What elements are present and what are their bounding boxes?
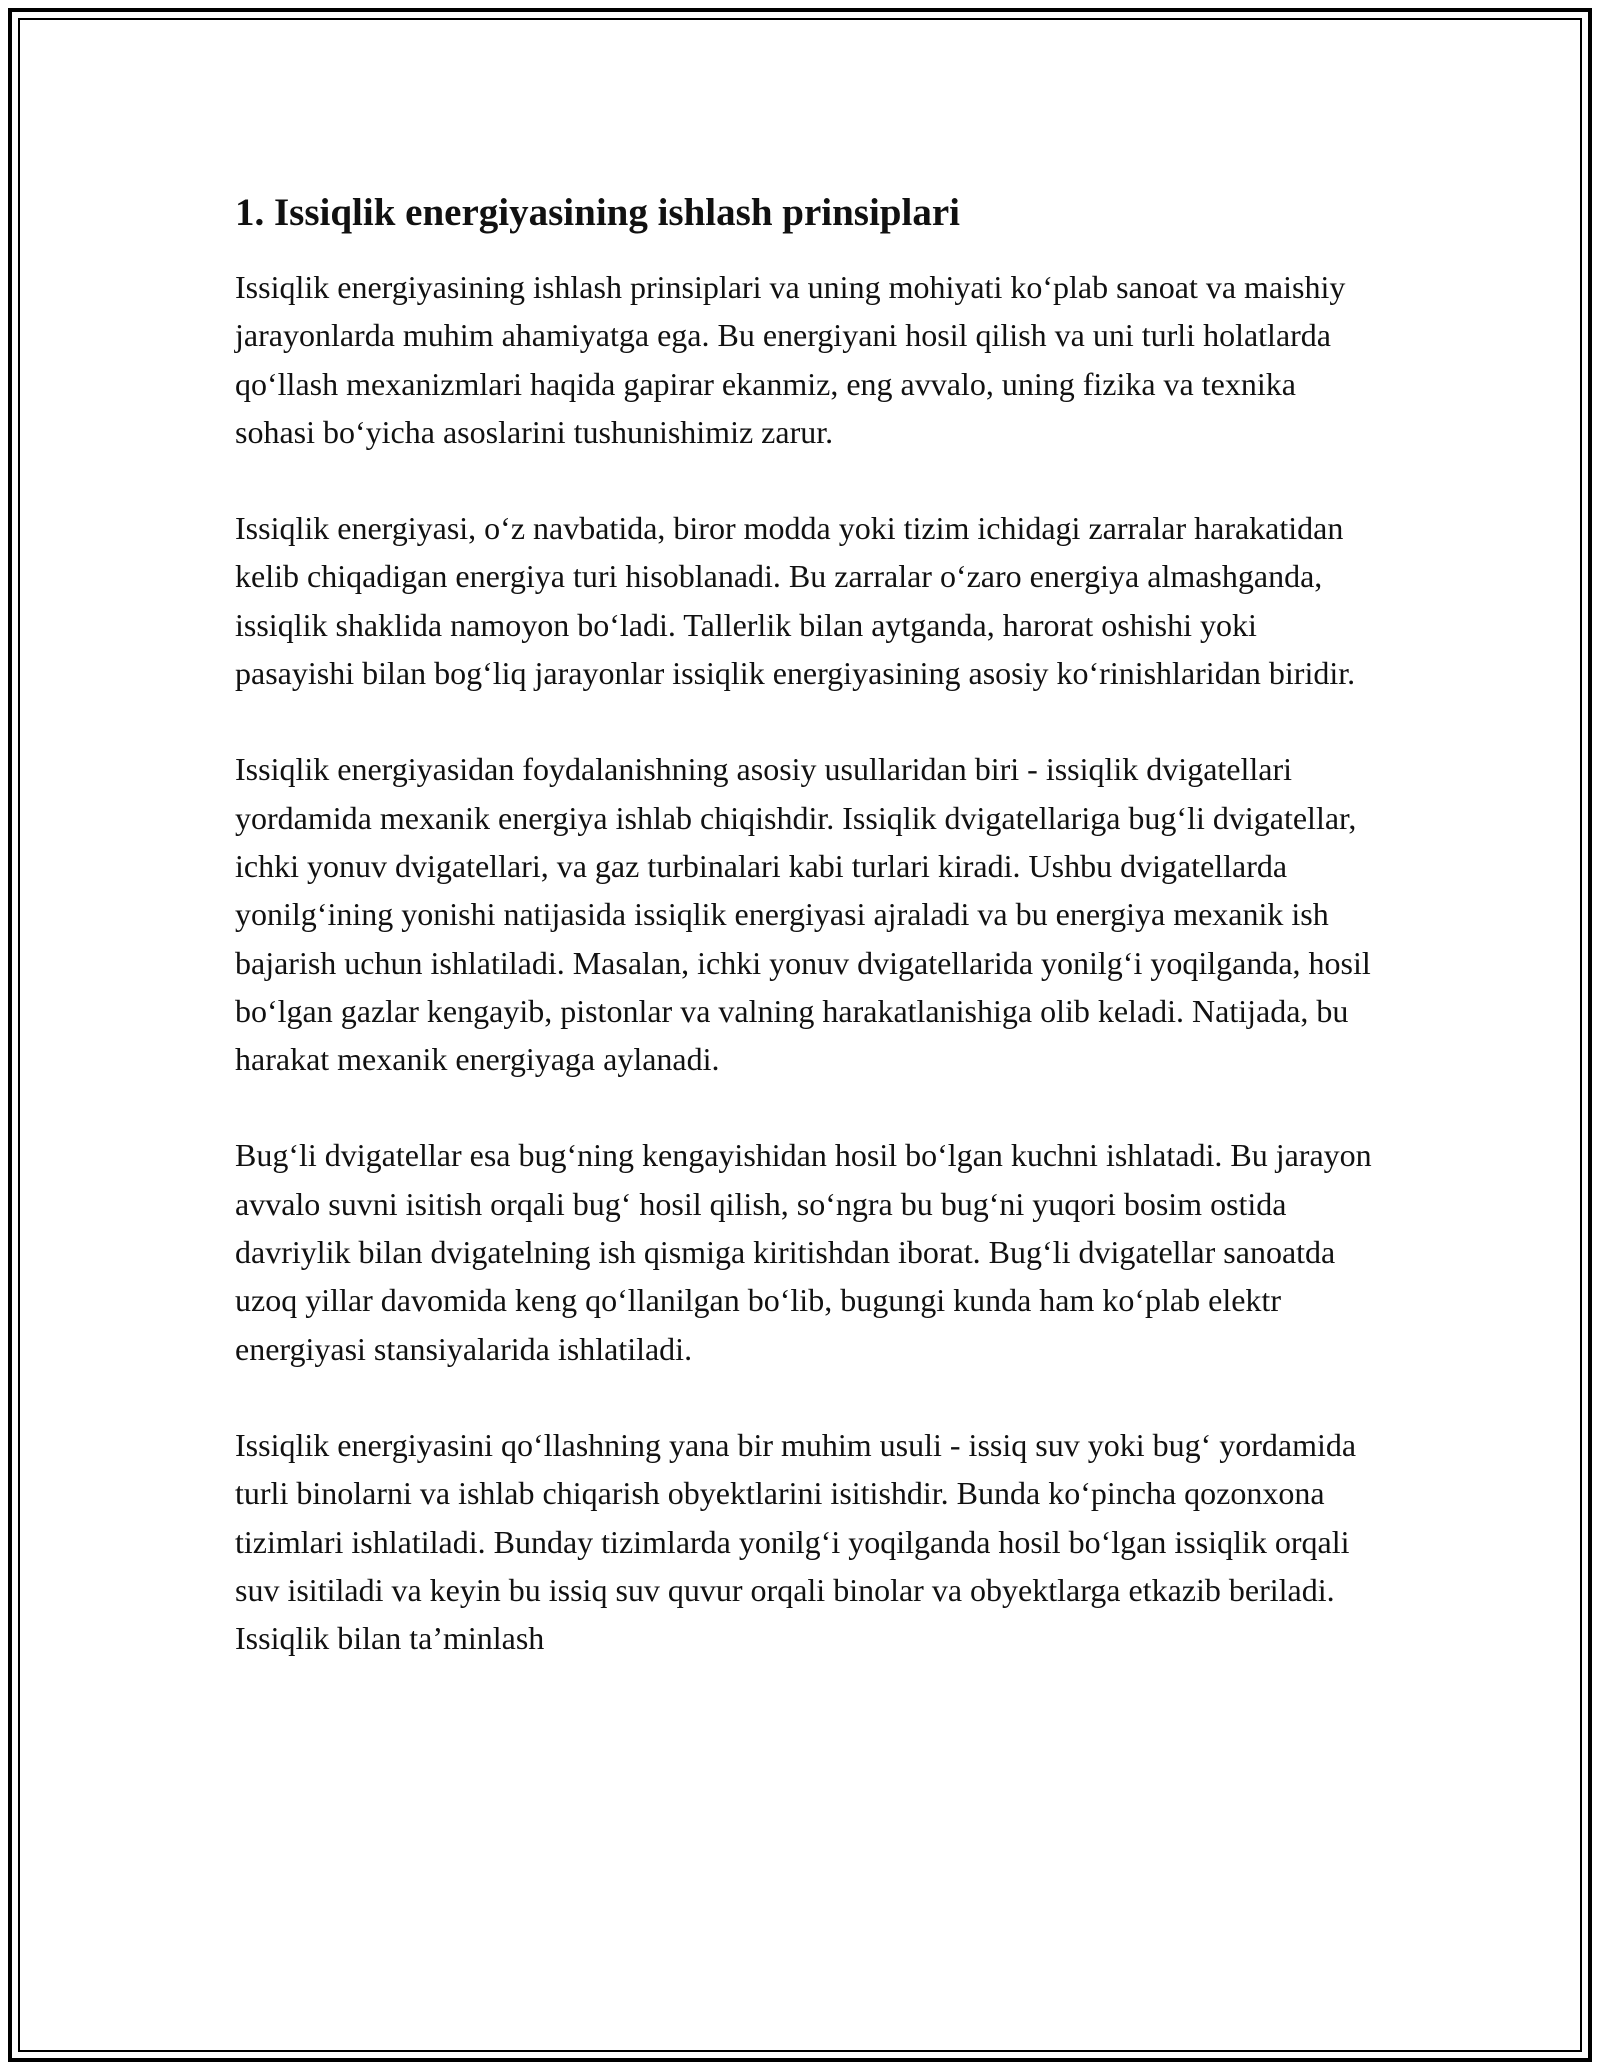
- paragraph-5: Issiqlik energiyasini qo‘llashning yana bir muhim usuli - issiq suv yoki bug‘ yordamida turli binolarni va ishlab chiqarish obyektlarini isitishdir. Bunda ko‘pincha qozonxona tizimlari ishlatiladi. Bunday tizimlarda yonilg‘i yoqilganda hosil bo‘lgan issiqlik orqali suv isitiladi va keyin bu issiq suv quvur orqali binolar va obyektlarga etkazib beriladi. Issiqlik bilan ta’minlash: [235, 1426, 1357, 1657]
- document-body: [235, 183, 1380, 1710]
- paragraph-3: Issiqlik energiyasidan foydalanishning asosiy usullaridan biri - issiqlik dvigatellari yordamida mexanik energiya ishlab chiqishdir. Issiqlik dvigatellariga bug‘li dvigatellar, ichki yonuv dvigatellari, va gaz turbinalari kabi turlari kiradi. Ushbu dvigatellarda yonilg‘ining yonishi natijasida issiqlik energiyasi ajraladi va bu energiya mexanik ish bajarish uchun ishlatiladi. Masalan, ichki yonuv dvigatellarida yonilg‘i yoqilganda, hosil bo‘lgan gazlar kengayib, pistonlar va valning harakatlanishiga olib keladi. Natijada, bu harakat mexanik energiyaga aylanadi.: [235, 751, 1371, 1078]
- paragraph-2: Issiqlik energiyasi, o‘z navbatida, biror modda yoki tizim ichidagi zarralar harakatidan kelib chiqadigan energiya turi hisoblanadi. Bu zarralar o‘zaro energiya almashganda, issiqlik shaklida namoyon bo‘ladi. Tallerlik bilan aytganda, harorat oshishi yoki pasayishi bilan bog‘liq jarayonlar issiqlik energiyasining asosiy ko‘rinishlaridan biridir.: [235, 510, 1356, 692]
- paragraph-4: Bug‘li dvigatellar esa bug‘ning kengayishidan hosil bo‘lgan kuchni ishlatadi. Bu jarayon avvalo suvni isitish orqali bug‘ hosil qilish, so‘ngra bu bug‘ni yuqori bosim ostida davriylik bilan dvigatelning ish qismiga kiritishdan iborat. Bug‘li dvigatellar sanoatda uzoq yillar davomida keng qo‘llanilgan bo‘lib, bugungi kunda ham ko‘plab elektr energiyasi stansiyalarida ishlatiladi.: [235, 1137, 1372, 1367]
- paragraph-1: Issiqlik energiyasining ishlash prinsiplari va uning mohiyati ko‘plab sanoat va maishiy jarayonlarda muhim ahamiyatga ega. Bu energiyani hosil qilish va uni turli holatlarda qo‘llash mexanizmlari haqida gapirar ekanmiz, eng avvalo, uning fizika va texnika sohasi bo‘yicha asoslarini tushunishimiz zarur.: [235, 269, 1346, 450]
- section-heading: 1. Issiqlik energiyasining ishlash prinsiplari: [235, 191, 960, 234]
